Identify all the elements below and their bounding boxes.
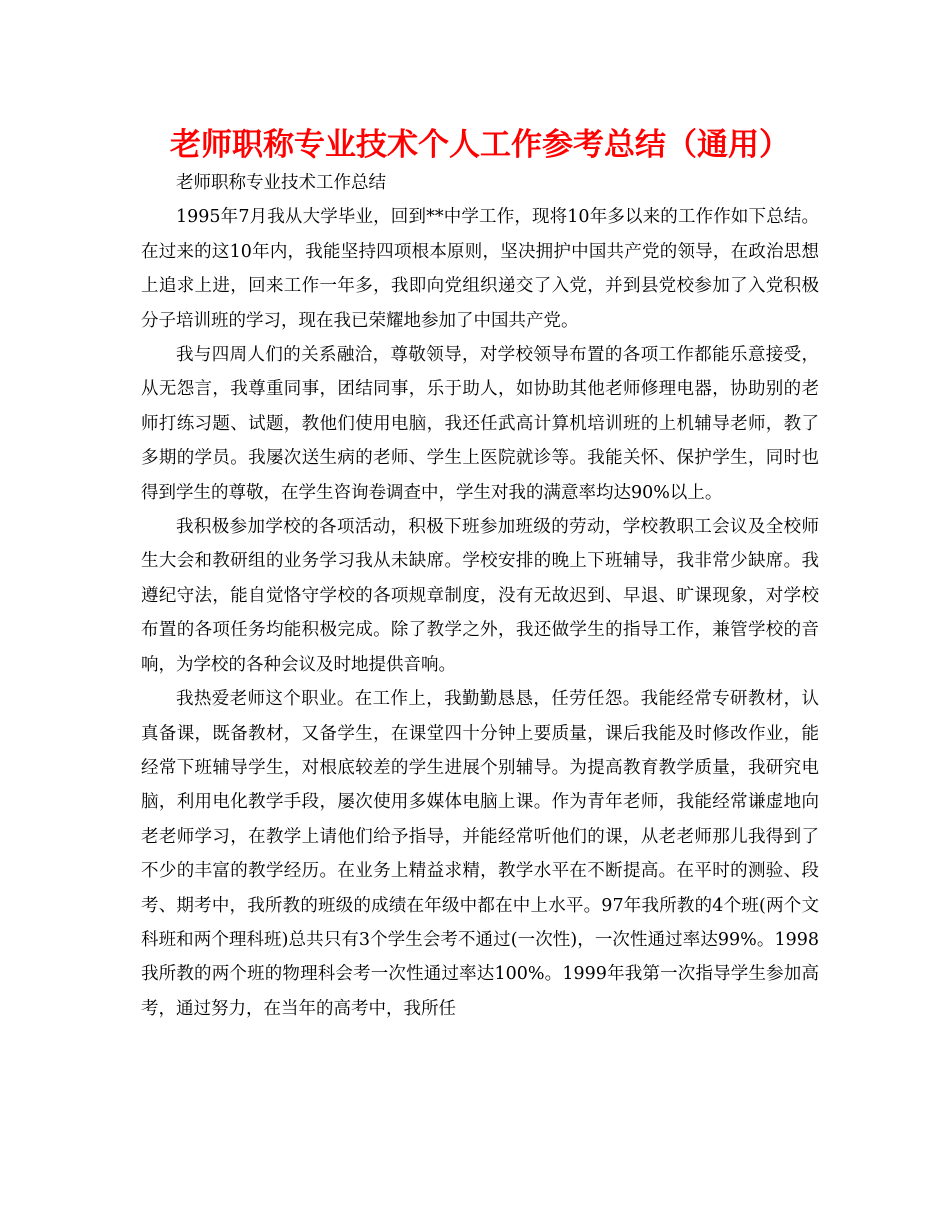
paragraph-2: 我与四周人们的关系融洽，尊敬领导，对学校领导布置的各项工作都能乐意接受，从无怨言，我尊重同事，团结同事，乐于助人，如协助其他老师修理电器，协助别的老师打练习题、试题，教他们使用电脑，我还任武高计算机培训班的上机辅导老师，教了多期的学员。我屡次送生病的老师、学生上医院就诊等。我能关怀、保护学生，同时也得到学生的尊敬，在学生咨询卷调查中，学生对我的满意率均达90%以上。	[141, 345, 819, 503]
document-title: 老师职称专业技术个人工作参考总结（通用）	[170, 127, 790, 163]
paragraph-4: 我热爱老师这个职业。在工作上，我勤勤恳恳，任劳任怨。我能经常专研教材，认真备课，既备教材，又备学生，在课堂四十分钟上要质量，课后我能及时修改作业，能经常下班辅导学生，对根底较差的学生进展个别辅导。为提高教育教学质量，我研究电脑，利用电化教学手段，屡次使用多媒体电脑上课。作为青年老师，我能经常谦虚地向老老师学习，在教学上请他们给予指导，并能经常听他们的课，从老老师那儿我得到了不少的丰富的教学经历。在业务上精益求精，教学水平在不断提高。在平时的测验、段考、期考中，我所教的班级的成绩在年级中都在中上水平。97年我所教的4个班(两个文科班和两个理科班)总共只有3个学生会考不通过(一次性)，一次性通过率达99%。1998我所教的两个班的物理科会考一次性通过率达100%。1999年我第一次指导学生参加高考，通过努力，在当年的高考中，我所任	[141, 689, 819, 1019]
document-subtitle: 老师职称专业技术工作总结	[176, 173, 386, 193]
paragraph-1: 1995年7月我从大学毕业，回到**中学工作，现将10年多以来的工作作如下总结。在过来的这10年内，我能坚持四项根本原则，坚决拥护中国共产党的领导，在政治思想上追求上进，回来工作一年多，我即向党组织递交了入党，并到县党校参加了入党积极分子培训班的学习，现在我已荣耀地参加了中国共产党。	[141, 207, 819, 331]
paragraph-3: 我积极参加学校的各项活动，积极下班参加班级的劳动，学校教职工会议及全校师生大会和教研组的业务学习我从未缺席。学校安排的晚上下班辅导，我非常少缺席。我遵纪守法，能自觉恪守学校的各项规章制度，没有无故迟到、早退、旷课现象，对学校布置的各项任务均能积极完成。除了教学之外，我还做学生的指导工作，兼管学校的音响，为学校的各种会议及时地提供音响。	[141, 517, 819, 675]
document-body	[141, 166, 819, 1026]
